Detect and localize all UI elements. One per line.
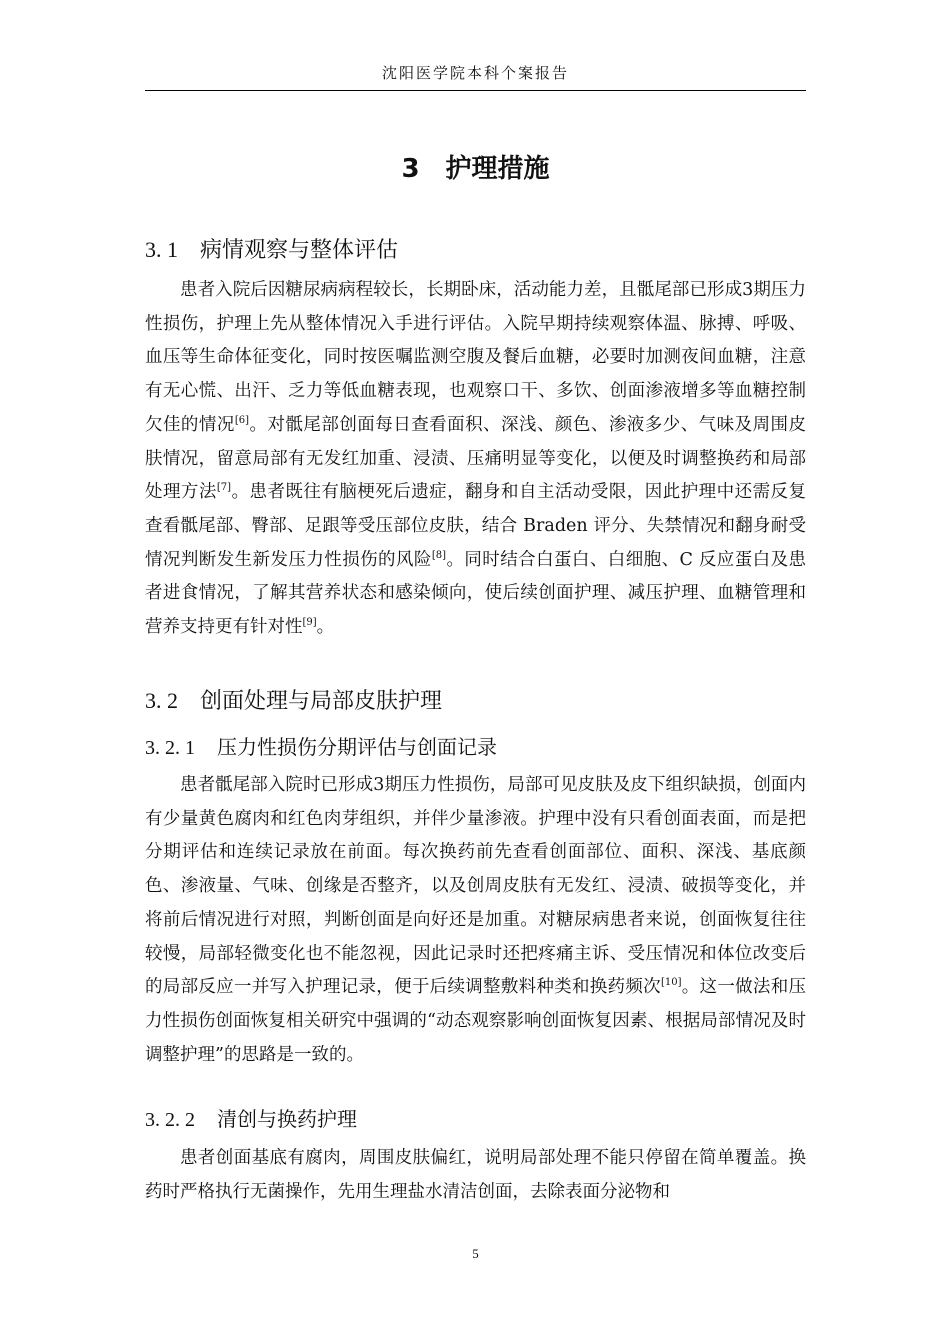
paragraph-text: 。 [316, 617, 335, 638]
header-rule [145, 90, 806, 91]
section-number: 3. 2. 1 [145, 737, 195, 759]
paragraph-text: 。患者既往有脑梗死后遗症，翻身和自主活动受限，因此护理中还需反复查看骶尾部、臀部、足跟等受压部位皮肤，结合 Braden 评分、失禁情况和翻身耐受情况判断发生新发压力性损伤的风险 [145, 482, 807, 570]
citation: [9] [302, 617, 317, 629]
citation: [6] [234, 414, 250, 426]
paragraph-3-2-1 [145, 769, 806, 1072]
section-number: 3. 1 [145, 237, 178, 262]
citation: [10] [660, 977, 682, 989]
chapter-title [145, 148, 806, 185]
section-heading-3-2 [145, 684, 442, 715]
section-heading-3-1 [145, 233, 398, 264]
paragraph-text: 。同时结合白蛋白、白细胞、C 反应蛋白及患者进食情况，了解其营养状态和感染倾向，使后续创面护理、减压护理、血糖管理和营养支持更有针对性 [145, 549, 807, 638]
paragraph-text: 患者入院后因糖尿病病程较长，长期卧床，活动能力差，且骶尾部已形成3期压力性损伤，护理上先从整体情况入手进行评估。入院早期持续观察体温、脉搏、呼吸、血压等生命体征变化，同时按医嘱监测空腹及餐后血糖，必要时加测夜间血糖，注意有无心慌、出汗、乏力等低血糖表现，也观察口干、多饮、创面渗液增多等血糖控制欠佳的情况 [145, 280, 806, 435]
section-number: 3. 2. 2 [145, 1109, 195, 1131]
chapter-title-text: 护理措施 [445, 154, 550, 184]
citation: [7] [216, 482, 232, 494]
section-number: 3. 2 [145, 688, 178, 713]
section-title: 清创与换药护理 [217, 1107, 357, 1131]
section-title: 病情观察与整体评估 [200, 238, 399, 263]
section-heading-3-2-1 [145, 731, 497, 760]
section-heading-3-2-2 [145, 1103, 357, 1132]
section-title: 压力性损伤分期评估与创面记录 [217, 735, 497, 759]
paragraph-text: 。这一做法和压力性损伤创面恢复相关研究中强调的“动态观察影响创面恢复因素、根据局部情况及时调整护理”的思路是一致的。 [145, 977, 807, 1065]
section-title: 创面处理与局部皮肤护理 [200, 689, 443, 714]
paragraph-3-2-2 [145, 1142, 806, 1209]
paragraph-text: 。对骶尾部创面每日查看面积、深浅、颜色、渗液多少、气味及周围皮肤情况，留意局部有无发红加重、浸渍、压痛明显等变化，以便及时调整换药和局部处理方法 [145, 414, 807, 503]
running-header: 沈阳医学院本科个案报告 [381, 64, 569, 82]
paragraph-3-1 [145, 274, 806, 645]
paragraph-text: 患者骶尾部入院时已形成3期压力性损伤，局部可见皮肤及皮下组织缺损，创面内有少量黄色腐肉和红色肉芽组织，并伴少量渗液。护理中没有只看创面表面，而是把分期评估和连续记录放在前面。每次换药前先查看创面部位、面积、深浅、基底颜色、渗液量、气味、创缘是否整齐，以及创周皮肤有无发红、浸渍、破损等变化，并将前后情况进行对照，判断创面是向好还是加重。对糖尿病患者来说，创面恢复往往较慢，局部轻微变化也不能忽视，因此记录时还把疼痛主诉、受压情况和体位改变后的局部反应一并写入护理记录，便于后续调整敷料种类和换药频次 [145, 775, 806, 998]
paragraph-text: 患者创面基底有腐肉，周围皮肤偏红，说明局部处理不能只停留在简单覆盖。换药时严格执行无菌操作，先用生理盐水清洁创面，去除表面分泌物和 [145, 1148, 806, 1202]
page-number: 5 [472, 1246, 479, 1261]
citation: [8] [431, 549, 447, 561]
chapter-number: 3 [401, 154, 420, 184]
